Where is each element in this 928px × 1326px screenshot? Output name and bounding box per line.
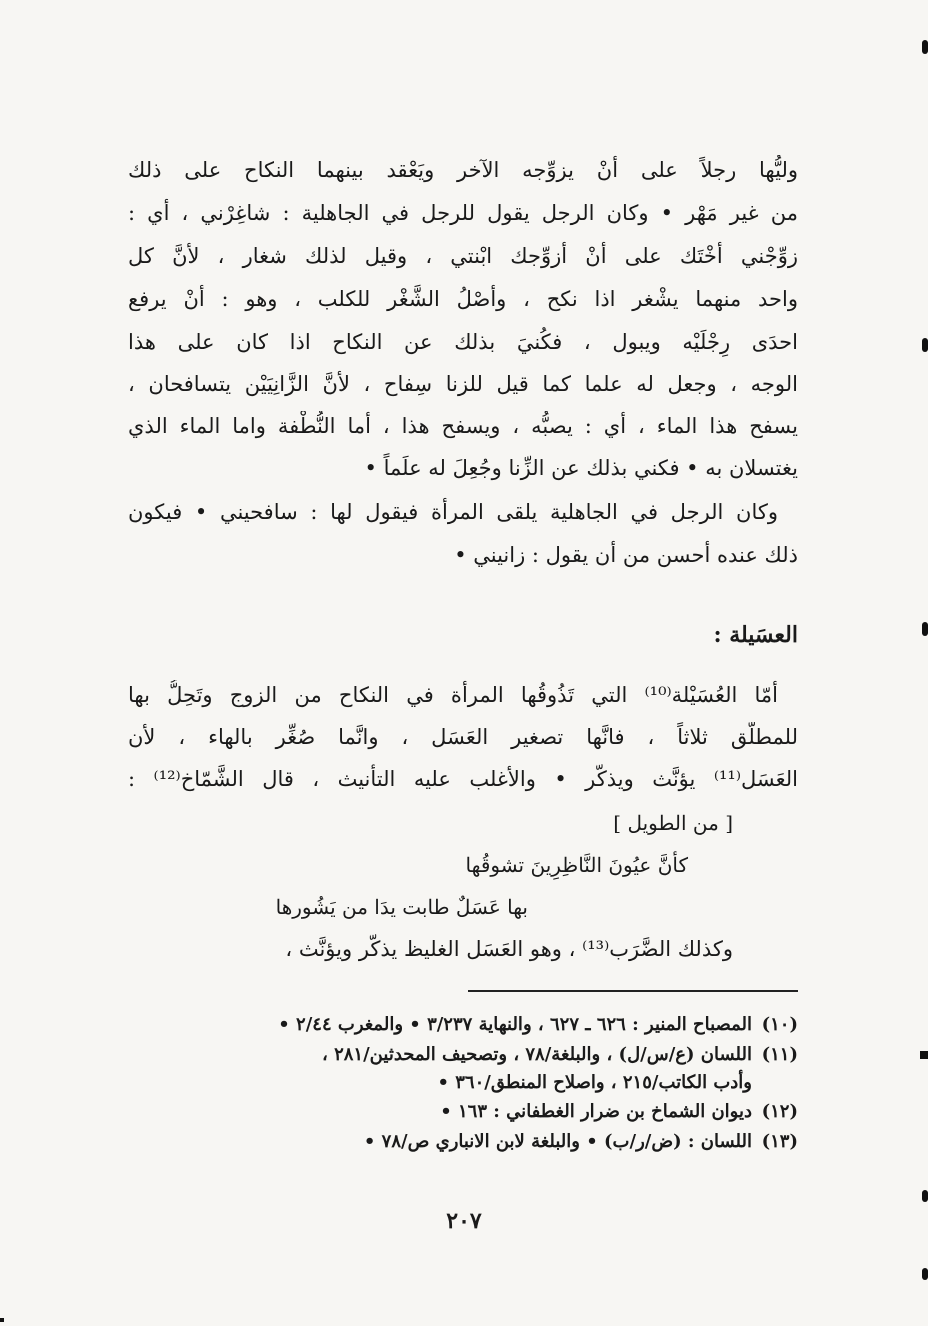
footnote-number: (١٣) <box>761 1131 798 1152</box>
page-number: ٢٠٧ <box>446 1208 482 1234</box>
footnote-text: ديوان الشماخ بن ضرار الغطفاني : ١٦٣ • <box>440 1101 752 1122</box>
verse-line-2: بها عَسَلٌ طابت يدَا من يَشُورها <box>275 895 528 919</box>
scan-mark <box>922 338 928 352</box>
section-line-2: للمطلّق ثلاثاً ، فانَّها تصغير العَسَل ، وانَّما صُغِّر بالهاء ، لأن <box>128 725 798 749</box>
body-line-1: وليُّها رجلاً على أنْ يزوِّجه الآخر ويَعْقد بينهما النكاح على ذلك <box>128 158 798 182</box>
footnote-number: (١٠) <box>761 1014 798 1035</box>
footnote-text: وأدب الكاتب/٢١٥ ، واصلاح المنطق/٣٦٠ • <box>437 1072 752 1093</box>
section-line-1: أمّا العُسَيْلة⁽¹⁰⁾ التي تَذُوقُها المرأة في النكاح من الزوج وتَحِلُّ بها <box>128 683 778 707</box>
section-line-3: العَسَل⁽¹¹⁾ يؤنَّث ويذكَّر • والأغلب عليه التأنيث ، قال الشَّمّاخ⁽¹²⁾ : <box>128 767 798 791</box>
scan-mark <box>922 1268 928 1280</box>
footnote-12 <box>128 1099 798 1125</box>
footnote-number: (١٢) <box>761 1101 798 1122</box>
scan-mark <box>922 1190 928 1202</box>
section-heading: العسَيلة : <box>713 622 798 648</box>
body-line-4: واحد منهما يشْغر اذا نكح ، وأصْلُ الشَّغْر للكلب ، وهو : أنْ يرفع <box>128 287 798 311</box>
body-line-5: احدَى رِجْلَيْه ويبول ، فكُنيَ بذلك عن النكاح اذا كان على هذا <box>128 330 798 354</box>
body-line-7: يسفح هذا الماء ، أي : يصبُّه ، ويسفح هذا ، أما النُّطْفة واما الماء الذي <box>128 414 798 438</box>
footnote-10 <box>128 1012 798 1038</box>
footnote-text: اللسان (ع/س/ل) ، والبلغة/٧٨ ، وتصحيف المحدثين/٢٨١ ، <box>322 1044 752 1065</box>
verse-line-1: كأنَّ عيُونَ النَّاظِرِينَ تشوقُها <box>465 853 688 877</box>
footnote-11-continued <box>128 1070 798 1096</box>
scan-mark <box>922 622 928 636</box>
scan-mark <box>0 1318 4 1322</box>
footnote-11 <box>128 1042 798 1068</box>
para2-line-2: ذلك عنده أحسن من أن يقول : زانيني • <box>454 543 798 567</box>
footnote-text: المصباح المنير : ٦٢٦ ـ ٦٢٧ ، والنهاية ٣/٢٣٧ • والمغرب ٢/٤٤ • <box>278 1014 752 1035</box>
body-line-8: يغتسلان به • فكني بذلك عن الزِّنا وجُعِلَ له علَماً • <box>364 456 798 480</box>
body-line-2: من غير مَهْر • وكان الرجل يقول للرجل في الجاهلية : شاغِرْني ، أي : <box>128 201 798 225</box>
after-verse-line: وكذلك الضَّرَب⁽¹³⁾ ، وهو العَسَل الغليظ يذكَّر ويؤنَّث ، <box>285 937 733 961</box>
para2-line-1: وكان الرجل في الجاهلية يلقى المرأة فيقول لها : سافحيني • فيكون <box>128 500 778 524</box>
footnote-13 <box>128 1129 798 1155</box>
footnote-number: (١١) <box>761 1044 798 1065</box>
scan-mark <box>920 1051 928 1059</box>
meter-label: [ من الطويل ] <box>613 811 733 835</box>
body-line-6: الوجه ، وجعل له علما كما قيل للزنا سِفاح ، لأنَّ الزَّانِيَيْن يتسافحان ، <box>128 372 798 396</box>
footnote-text: اللسان : (ض/ر/ب) • والبلغة لابن الانباري ص/٧٨ • <box>363 1131 752 1152</box>
body-line-3: زوِّجْني أخْتَك على أنْ أزوِّجك ابْنتي ، وقيل لذلك شغار ، لأنَّ كل <box>128 244 798 268</box>
footnote-divider <box>468 990 798 992</box>
scan-mark <box>922 40 928 54</box>
